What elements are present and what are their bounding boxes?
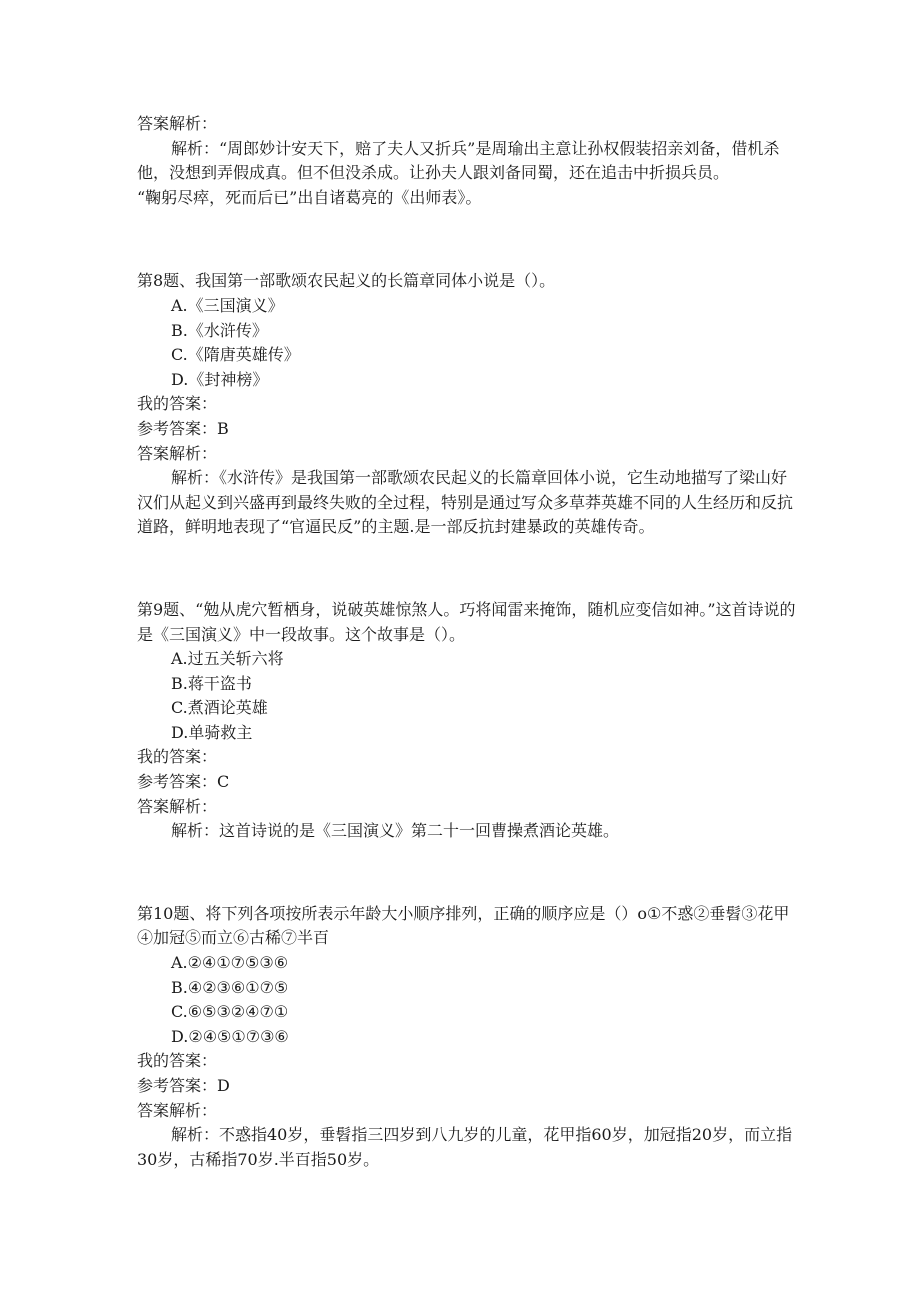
- document-page: [137, 112, 797, 1172]
- option-a: A.《三国演义》: [171, 295, 284, 315]
- reference-answer: 参考答案：B: [137, 418, 229, 438]
- option-c: C.⑥⑤③②④⑦①: [171, 1002, 289, 1022]
- option-b: B.《水浒传》: [171, 320, 268, 340]
- question-10: [137, 902, 797, 1173]
- reference-answer: 参考答案：C: [137, 772, 230, 792]
- intro-section: [137, 112, 797, 210]
- option-b: B.④②③⑥①⑦⑤: [171, 977, 289, 997]
- option-d: D.《封神榜》: [171, 369, 269, 389]
- option-c: C.煮酒论英雄: [171, 698, 268, 718]
- analysis-label: 答案解析：: [137, 114, 218, 133]
- option-a: A.过五关斩六将: [171, 649, 284, 669]
- analysis-text: 解析：不惑指40岁，垂髫指三四岁到八九岁的儿童，花甲指60岁，加冠指20岁，而立指30岁，古稀指70岁.半百指50岁。: [137, 1125, 793, 1169]
- analysis-label: 答案解析：: [137, 796, 218, 816]
- question-text: 第8题、我国第一部歌颂农民起义的长篇章同体小说是（）。: [137, 271, 556, 291]
- option-b: B.蒋干盗书: [171, 673, 252, 693]
- question-9: [137, 598, 797, 844]
- analysis-text: 解析：《水浒传》是我国第一部歌颂农民起义的长篇章回体小说，它生动地描写了梁山好汉们从起义到兴盛再到最终失败的全过程，特别是通过写众多草莽英雄不同的人生经历和反抗道路，鲜明地表现了“官逼民反”的主题.是一部反抗封建暴政的英雄传奇。: [137, 468, 794, 537]
- option-c: C.《隋唐英雄传》: [171, 345, 300, 365]
- analysis-label: 答案解析：: [137, 443, 218, 463]
- option-d: D.单骑救主: [171, 722, 253, 742]
- reference-answer: 参考答案：D: [137, 1076, 230, 1095]
- my-answer: 我的答案：: [137, 394, 218, 414]
- question-text: 第9题、“勉从虎穴暂栖身，说破英雄惊煞人。巧将闻雷来掩饰，随机应变信如神。”这首诗说的是《三国演义》中一段故事。这个故事是（）。: [137, 599, 796, 644]
- analysis-text: 解析：这首诗说的是《三国演义》第二十一回曹操煮酒论英雄。: [171, 821, 620, 841]
- analysis-label: 答案解析：: [137, 1100, 218, 1120]
- option-a: A.②④①⑦⑤③⑥: [171, 953, 289, 973]
- analysis-text: 解析：“周郎妙计安天下，赔了夫人又折兵”是周瑜出主意让孙权假装招亲刘备，借机杀他，没想到弄假成真。但不但没杀成。让孙夫人跟刘备同蜀，还在追击中折损兵员。: [137, 138, 780, 183]
- option-d: D.②④⑤①⑦③⑥: [171, 1026, 289, 1046]
- analysis-text-line: “鞠躬尽瘁，死而后已”出自诸葛亮的《出师表》。: [137, 187, 482, 207]
- my-answer: 我的答案：: [137, 1051, 218, 1071]
- question-8: [137, 269, 797, 540]
- my-answer: 我的答案：: [137, 747, 218, 767]
- question-text: 第10题、将下列各项按所表示年龄大小顺序排列，正确的顺序应是（）o①不惑②垂髫③花甲④加冠⑤而立⑥古稀⑦半百: [137, 903, 790, 948]
